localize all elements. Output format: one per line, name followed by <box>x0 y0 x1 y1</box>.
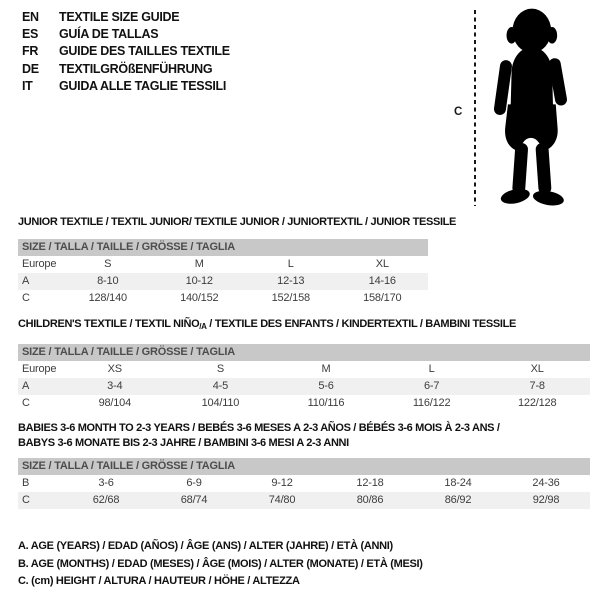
table-cell: S <box>104 258 112 270</box>
language-code: IT <box>22 78 33 93</box>
child-silhouette <box>484 6 576 210</box>
table-cell: 152/158 <box>271 292 310 304</box>
table-cell: 104/110 <box>201 397 240 409</box>
row-label: Europe <box>22 258 57 270</box>
table-cell: 8-10 <box>97 275 119 287</box>
babies-section-title <box>18 421 500 450</box>
table-cell: 4-5 <box>212 380 229 392</box>
row-label: A <box>22 380 30 392</box>
table-row-height <box>18 395 590 412</box>
table-cell: 12-18 <box>356 477 384 489</box>
footnote-b: B. AGE (MONTHS) / EDAD (MESES) / ÂGE (MOIS) / ALTER (MONATE) / ETÀ (MESI) <box>18 557 423 570</box>
row-label: C <box>22 397 30 409</box>
table-cell: L <box>428 363 435 375</box>
size-header-bar: SIZE / TALLA / TAILLE / GRÖSSE / TAGLIA <box>18 239 428 256</box>
row-label: C <box>22 292 30 304</box>
table-cell: 3-4 <box>107 380 123 392</box>
size-header-bar: SIZE / TALLA / TAILLE / GRÖSSE / TAGLIA <box>18 344 590 361</box>
language-label: TEXTILGRÖßENFÜHRUNG <box>59 61 213 76</box>
table-cell: S <box>216 363 224 375</box>
table-cell: 6-9 <box>186 477 202 489</box>
table-cell: 18-24 <box>444 477 472 489</box>
table-cell: 7-8 <box>529 380 545 392</box>
height-measure-figure <box>452 6 578 210</box>
children-size-table <box>18 344 590 412</box>
table-row-height <box>18 290 428 307</box>
language-row <box>22 60 230 77</box>
language-row <box>22 43 230 60</box>
language-code: FR <box>22 44 39 59</box>
measure-c-label: C <box>454 106 463 118</box>
language-label: TEXTILE SIZE GUIDE <box>59 9 180 24</box>
table-row-height <box>18 492 590 509</box>
table-cell: 10-12 <box>185 275 213 287</box>
babies-title-line2: BABYS 3-6 MONATE BIS 2-3 JAHRE / BAMBINI 3-6 MESI A 2-3 ANNI <box>18 436 349 449</box>
junior-size-table <box>18 239 428 307</box>
legend-footnotes <box>18 538 423 591</box>
table-cell: 74/80 <box>268 494 296 506</box>
language-label: GUIDE DES TAILLES TEXTILE <box>59 44 230 59</box>
children-title-subscript: /A <box>199 322 207 331</box>
language-row <box>22 25 230 42</box>
table-cell: 12-13 <box>277 275 305 287</box>
table-cell: 68/74 <box>180 494 208 506</box>
table-row-europe <box>18 256 428 273</box>
table-row-europe <box>18 361 590 378</box>
table-cell: 128/140 <box>88 292 127 304</box>
table-cell: 6-7 <box>423 380 440 392</box>
row-label: A <box>22 275 30 287</box>
footnote-a: A. AGE (YEARS) / EDAD (AÑOS) / ÂGE (ANS) / ALTER (JAHRE) / ETÀ (ANNI) <box>18 540 393 552</box>
children-section-title <box>18 318 516 331</box>
table-cell: 110/116 <box>307 397 345 409</box>
table-cell: XL <box>375 258 389 270</box>
height-dashed-line <box>474 10 476 206</box>
row-label: C <box>22 494 30 506</box>
junior-section-title: JUNIOR TEXTILE / TEXTIL JUNIOR/ TEXTILE JUNIOR / JUNIORTEXTIL / JUNIOR TESSILE <box>18 216 457 228</box>
table-cell: 24-36 <box>532 477 560 489</box>
table-cell: 62/68 <box>92 494 120 506</box>
table-row-months <box>18 475 590 492</box>
language-label: GUÍA DE TALLAS <box>59 26 159 41</box>
language-code: ES <box>22 26 39 41</box>
footnote-c: C. (cm) HEIGHT / ALTURA / HAUTEUR / HÖHE / ALTEZZA <box>18 575 300 587</box>
table-cell: 86/92 <box>444 494 472 506</box>
row-label: Europe <box>22 363 57 375</box>
table-cell: 140/152 <box>180 292 219 304</box>
babies-size-table <box>18 458 590 509</box>
table-cell: XL <box>530 363 544 375</box>
table-cell: 92/98 <box>532 494 560 506</box>
size-header-bar: SIZE / TALLA / TAILLE / GRÖSSE / TAGLIA <box>18 458 590 475</box>
language-row <box>22 8 230 25</box>
language-code: DE <box>22 61 39 76</box>
table-row-age <box>18 273 428 290</box>
children-title-text: / TEXTILE DES ENFANTS / KINDERTEXTIL / BAMBINI TESSILE <box>206 318 516 330</box>
table-cell: XS <box>107 363 122 375</box>
table-cell: 80/86 <box>356 494 384 506</box>
children-title-text: CHILDREN'S TEXTILE / TEXTIL NIÑO <box>18 318 200 330</box>
table-cell: 116/122 <box>412 397 451 409</box>
table-cell: 122/128 <box>518 397 557 409</box>
table-cell: 158/170 <box>363 292 402 304</box>
language-title-list <box>22 8 230 94</box>
table-cell: 5-6 <box>318 380 334 392</box>
table-cell: 98/104 <box>98 397 132 409</box>
table-cell: 3-6 <box>98 477 114 489</box>
table-cell: L <box>287 258 294 270</box>
table-cell: 9-12 <box>271 477 293 489</box>
row-label: B <box>22 477 30 489</box>
language-code: EN <box>22 9 39 24</box>
language-label: GUIDA ALLE TAGLIE TESSILI <box>59 78 227 93</box>
table-cell: 14-16 <box>368 275 396 287</box>
table-cell: M <box>321 363 331 375</box>
table-row-age <box>18 378 590 395</box>
babies-title-line1: BABIES 3-6 MONTH TO 2-3 YEARS / BEBÉS 3-6 MESES A 2-3 AÑOS / BÉBÉS 3-6 MOIS À 2-3 ANS / <box>18 422 500 434</box>
language-row <box>22 77 230 94</box>
table-cell: M <box>194 258 204 270</box>
